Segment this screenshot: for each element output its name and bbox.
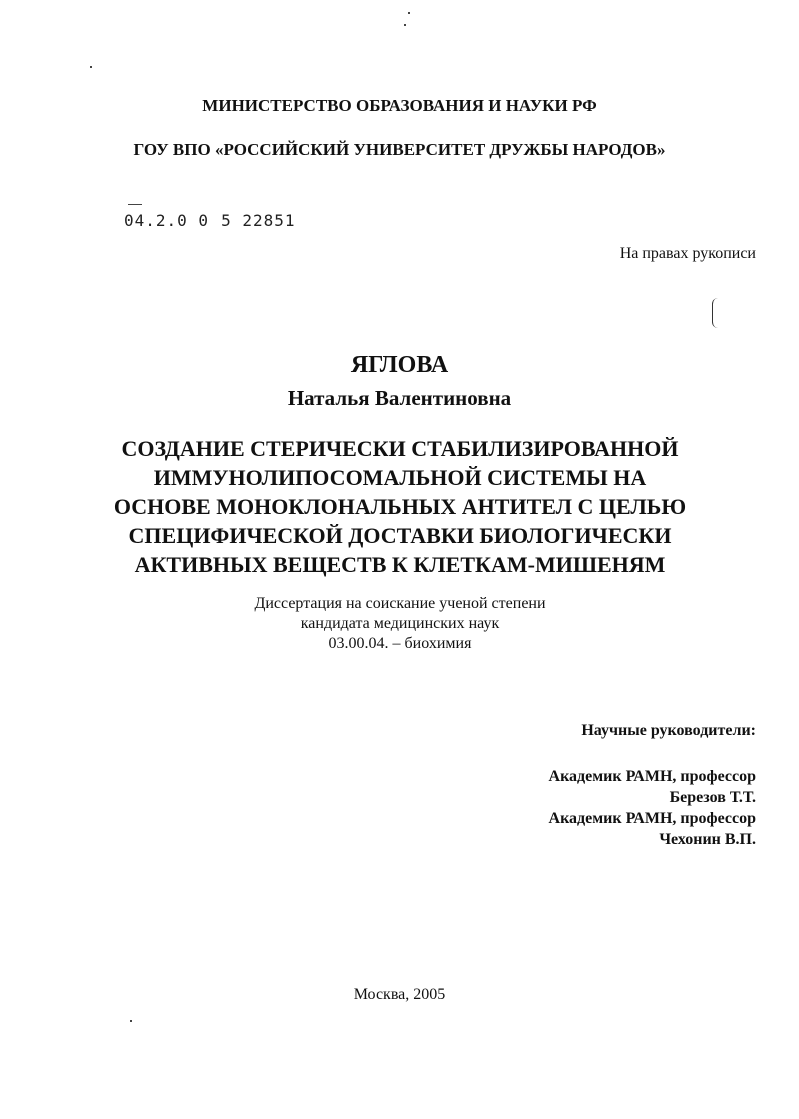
supervisor-name: Чехонин В.П. — [659, 831, 756, 848]
scan-speck — [130, 1020, 132, 1022]
ministry-heading: МИНИСТЕРСТВО ОБРАЗОВАНИЯ И НАУКИ РФ — [202, 96, 597, 115]
thesis-degree-line: Диссертация на соискание ученой степени — [254, 595, 546, 612]
place-year: Москва, 2005 — [353, 986, 446, 1003]
thesis-field-line: кандидата медицинских наук — [300, 615, 500, 632]
supervisors-heading: Научные руководители: — [581, 722, 756, 739]
pencil-mark — [712, 298, 721, 328]
title-line: СОЗДАНИЕ СТЕРИЧЕСКИ СТАБИЛИЗИРОВАННОЙ — [121, 436, 679, 461]
archive-number — [124, 211, 296, 230]
university-heading: ГОУ ВПО «РОССИЙСКИЙ УНИВЕРСИТЕТ ДРУЖБЫ НАРОДОВ» — [133, 140, 666, 159]
supervisors-list — [420, 766, 756, 850]
supervisor-title: Академик РАМН, профессор — [548, 810, 756, 827]
archive-code-prefix: 04.2.0 0 — [124, 211, 210, 230]
title-line: ИММУНОЛИПОСОМАЛЬНОЙ СИСТЕМЫ НА — [153, 465, 647, 490]
scan-speck — [128, 204, 142, 205]
title-line: СПЕЦИФИЧЕСКОЙ ДОСТАВКИ БИОЛОГИЧЕСКИ — [128, 523, 672, 548]
thesis-specialty-line: 03.00.04. – биохимия — [328, 635, 472, 652]
scan-speck — [90, 66, 92, 68]
rights-note: На правах рукописи — [619, 245, 756, 262]
scan-speck — [408, 12, 410, 14]
author-given-name: Наталья Валентиновна — [287, 386, 512, 410]
title-line: АКТИВНЫХ ВЕЩЕСТВ К КЛЕТКАМ-МИШЕНЯМ — [134, 552, 666, 577]
title-line: ОСНОВЕ МОНОКЛОНАЛЬНЫХ АНТИТЕЛ С ЦЕЛЬЮ — [113, 494, 687, 519]
dissertation-title — [100, 434, 700, 579]
archive-code-number: 5 22851 — [221, 211, 296, 230]
supervisor-name: Березов Т.Т. — [669, 789, 756, 806]
scan-speck — [404, 24, 406, 26]
supervisor-title: Академик РАМН, профессор — [548, 768, 756, 785]
author-surname: ЯГЛОВА — [350, 352, 449, 378]
thesis-info — [200, 594, 600, 654]
